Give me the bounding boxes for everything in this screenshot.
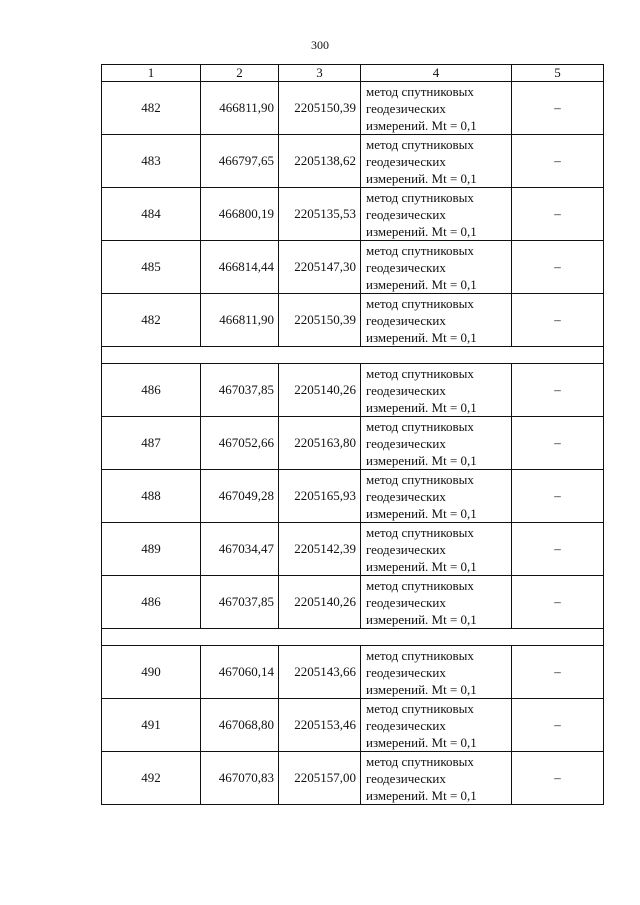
point-number-cell: 492 [102, 752, 201, 805]
method-text-line: измерений. Mt = 0,1 [366, 505, 477, 521]
group-separator-row [102, 629, 604, 646]
point-number-cell: 486 [102, 576, 201, 629]
method-text-line: геодезических [366, 770, 446, 786]
table-row [102, 82, 604, 135]
method-cell [361, 576, 512, 629]
method-text-line: метод спутниковых [366, 242, 474, 258]
method-text-line: метод спутниковых [366, 471, 474, 487]
method-text-line: геодезических [366, 153, 446, 169]
page-number: 300 [311, 38, 329, 52]
y-coordinate-cell: 2205157,00 [279, 752, 361, 805]
method-cell [361, 82, 512, 135]
description-cell: – [512, 470, 604, 523]
method-text-line: метод спутниковых [366, 753, 474, 769]
description-cell: – [512, 135, 604, 188]
x-coordinate-cell: 467037,85 [201, 576, 279, 629]
method-text-line: геодезических [366, 100, 446, 116]
method-text-line: метод спутниковых [366, 189, 474, 205]
method-text-line: геодезических [366, 312, 446, 328]
method-text-line: метод спутниковых [366, 418, 474, 434]
y-coordinate-cell: 2205163,80 [279, 417, 361, 470]
method-text-line: геодезических [366, 541, 446, 557]
method-cell [361, 646, 512, 699]
y-coordinate-cell: 2205135,53 [279, 188, 361, 241]
x-coordinate-cell: 466797,65 [201, 135, 279, 188]
point-number-cell: 490 [102, 646, 201, 699]
table-row [102, 699, 604, 752]
separator-cell [102, 347, 604, 364]
method-cell [361, 699, 512, 752]
point-number-cell: 483 [102, 135, 201, 188]
table-row [102, 241, 604, 294]
method-text-line: метод спутниковых [366, 700, 474, 716]
y-coordinate-cell: 2205153,46 [279, 699, 361, 752]
method-text-line: измерений. Mt = 0,1 [366, 681, 477, 697]
table-row [102, 294, 604, 347]
point-number-cell: 485 [102, 241, 201, 294]
method-text-line: метод спутниковых [366, 295, 474, 311]
description-cell: – [512, 576, 604, 629]
description-cell: – [512, 752, 604, 805]
y-coordinate-cell: 2205143,66 [279, 646, 361, 699]
table-header-row [102, 65, 604, 82]
table-row [102, 364, 604, 417]
table-row [102, 576, 604, 629]
description-cell: – [512, 82, 604, 135]
method-text-line: геодезических [366, 664, 446, 680]
y-coordinate-cell: 2205140,26 [279, 364, 361, 417]
description-cell: – [512, 294, 604, 347]
x-coordinate-cell: 467034,47 [201, 523, 279, 576]
method-text-line: метод спутниковых [366, 365, 474, 381]
separator-cell [102, 629, 604, 646]
description-cell: – [512, 699, 604, 752]
method-text-line: геодезических [366, 259, 446, 275]
y-coordinate-cell: 2205165,93 [279, 470, 361, 523]
method-text-line: геодезических [366, 488, 446, 504]
header-cell: 3 [279, 65, 361, 82]
y-coordinate-cell: 2205147,30 [279, 241, 361, 294]
y-coordinate-cell: 2205138,62 [279, 135, 361, 188]
method-cell [361, 188, 512, 241]
y-coordinate-cell: 2205142,39 [279, 523, 361, 576]
table-row [102, 417, 604, 470]
table-row [102, 135, 604, 188]
point-number-cell: 489 [102, 523, 201, 576]
description-cell: – [512, 523, 604, 576]
point-number-cell: 484 [102, 188, 201, 241]
method-text-line: геодезических [366, 717, 446, 733]
y-coordinate-cell: 2205140,26 [279, 576, 361, 629]
x-coordinate-cell: 467037,85 [201, 364, 279, 417]
header-cell: 4 [361, 65, 512, 82]
method-text-line: геодезических [366, 594, 446, 610]
point-number-cell: 488 [102, 470, 201, 523]
description-cell: – [512, 188, 604, 241]
method-text-line: измерений. Mt = 0,1 [366, 787, 477, 803]
method-cell [361, 294, 512, 347]
description-cell: – [512, 241, 604, 294]
method-cell [361, 523, 512, 576]
method-cell [361, 364, 512, 417]
method-cell [361, 417, 512, 470]
description-cell: – [512, 646, 604, 699]
coordinates-table [101, 64, 604, 805]
method-text-line: измерений. Mt = 0,1 [366, 558, 477, 574]
method-text-line: метод спутниковых [366, 647, 474, 663]
method-text-line: геодезических [366, 435, 446, 451]
y-coordinate-cell: 2205150,39 [279, 294, 361, 347]
method-text-line: геодезических [366, 206, 446, 222]
header-cell: 1 [102, 65, 201, 82]
group-separator-row [102, 347, 604, 364]
method-cell [361, 752, 512, 805]
table-row [102, 646, 604, 699]
x-coordinate-cell: 467052,66 [201, 417, 279, 470]
method-text-line: метод спутниковых [366, 524, 474, 540]
point-number-cell: 491 [102, 699, 201, 752]
x-coordinate-cell: 467049,28 [201, 470, 279, 523]
x-coordinate-cell: 467068,80 [201, 699, 279, 752]
description-cell: – [512, 417, 604, 470]
x-coordinate-cell: 466814,44 [201, 241, 279, 294]
method-text-line: измерений. Mt = 0,1 [366, 117, 477, 133]
point-number-cell: 487 [102, 417, 201, 470]
table-row [102, 188, 604, 241]
method-text-line: измерений. Mt = 0,1 [366, 399, 477, 415]
point-number-cell: 482 [102, 294, 201, 347]
header-cell: 2 [201, 65, 279, 82]
method-text-line: измерений. Mt = 0,1 [366, 329, 477, 345]
table-row [102, 470, 604, 523]
method-text-line: метод спутниковых [366, 136, 474, 152]
method-text-line: метод спутниковых [366, 83, 474, 99]
method-text-line: измерений. Mt = 0,1 [366, 452, 477, 468]
method-text-line: геодезических [366, 382, 446, 398]
x-coordinate-cell: 466811,90 [201, 82, 279, 135]
method-cell [361, 135, 512, 188]
x-coordinate-cell: 467070,83 [201, 752, 279, 805]
point-number-cell: 482 [102, 82, 201, 135]
table-row [102, 523, 604, 576]
method-text-line: измерений. Mt = 0,1 [366, 223, 477, 239]
table-row [102, 752, 604, 805]
y-coordinate-cell: 2205150,39 [279, 82, 361, 135]
x-coordinate-cell: 467060,14 [201, 646, 279, 699]
method-text-line: измерений. Mt = 0,1 [366, 734, 477, 750]
method-cell [361, 470, 512, 523]
point-number-cell: 486 [102, 364, 201, 417]
x-coordinate-cell: 466811,90 [201, 294, 279, 347]
method-text-line: метод спутниковых [366, 577, 474, 593]
method-text-line: измерений. Mt = 0,1 [366, 170, 477, 186]
header-cell: 5 [512, 65, 604, 82]
method-text-line: измерений. Mt = 0,1 [366, 276, 477, 292]
x-coordinate-cell: 466800,19 [201, 188, 279, 241]
description-cell: – [512, 364, 604, 417]
method-cell [361, 241, 512, 294]
method-text-line: измерений. Mt = 0,1 [366, 611, 477, 627]
